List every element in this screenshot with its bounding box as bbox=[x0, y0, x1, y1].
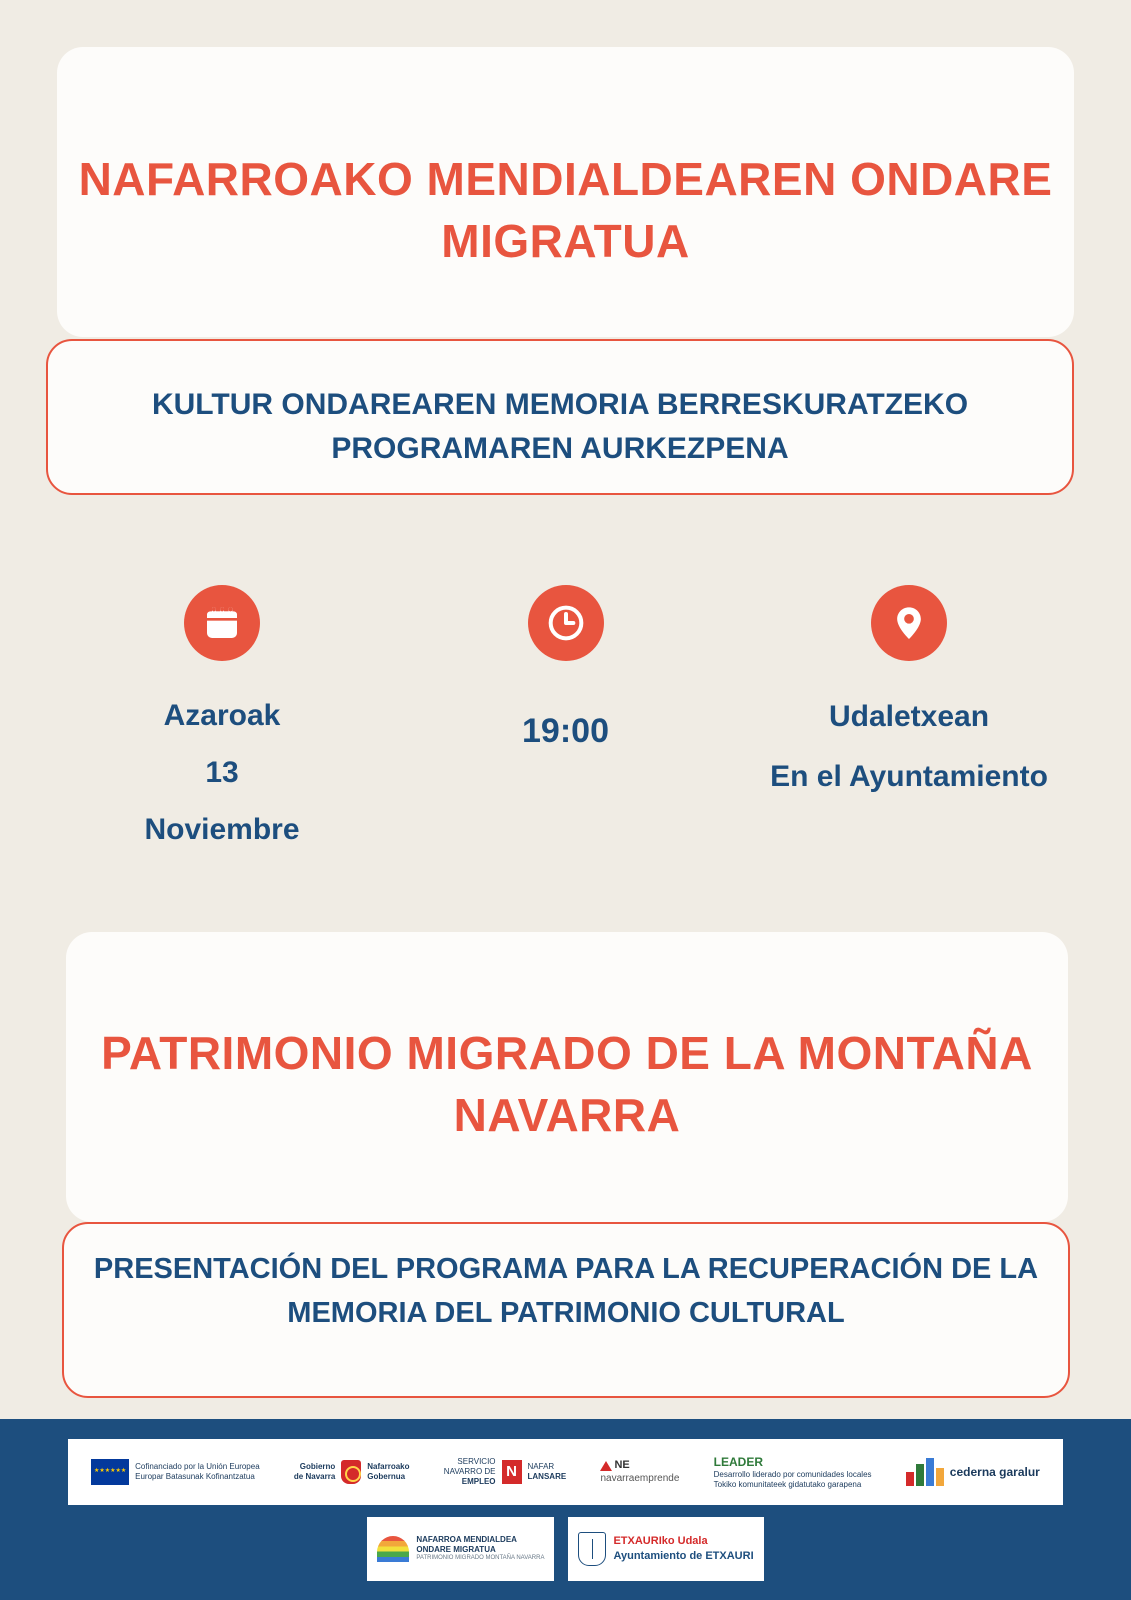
eu-logo-line2: Europar Batasunak Kofinantzatua bbox=[135, 1472, 255, 1481]
event-time-value: 19:00 bbox=[522, 712, 609, 750]
calendar-icon bbox=[184, 585, 260, 661]
eu-flag-icon: ★★★★★★ bbox=[91, 1459, 129, 1485]
logo-european-union bbox=[91, 1459, 260, 1485]
location-pin-icon bbox=[871, 585, 947, 661]
page-subtitle-basque: KULTUR ONDAREAREN MEMORIA BERRESKURATZEKO PROGRAMAREN AURKEZPENA bbox=[151, 388, 969, 465]
cederna-bars-icon bbox=[906, 1458, 944, 1486]
event-date-line3: Noviembre bbox=[144, 813, 300, 846]
etx-line2: Ayuntamiento de ETXAURI bbox=[613, 1550, 754, 1562]
leader-line1: LEADER bbox=[713, 1454, 763, 1469]
gn-line3: Nafarroako bbox=[367, 1462, 410, 1471]
etx-line1: ETXAURIko Udala bbox=[613, 1535, 708, 1548]
event-time-block bbox=[401, 585, 731, 764]
etxauri-coat-of-arms-icon bbox=[578, 1532, 606, 1566]
event-place-block bbox=[744, 585, 1074, 807]
nafar-lansare-n-icon: N bbox=[502, 1460, 522, 1484]
sne-line5: LANSARE bbox=[527, 1472, 567, 1481]
logo-gobierno-de-navarra bbox=[294, 1460, 410, 1484]
rainbow-arc-icon bbox=[377, 1536, 409, 1562]
bottom-logo-row bbox=[0, 1517, 1131, 1581]
navarra-shield-icon bbox=[341, 1460, 361, 1484]
logo-nafarroa-mendialdea bbox=[367, 1517, 554, 1581]
page-title-spanish: PATRIMONIO MIGRADO DE LA MONTAÑA NAVARRA bbox=[101, 1027, 1033, 1142]
eu-logo-line1: Cofinanciado por la Unión Europea bbox=[135, 1462, 260, 1471]
leader-line3: Tokiko komunitateek gidatutako garapena bbox=[713, 1479, 862, 1489]
logo-etxauriko-udala bbox=[568, 1517, 763, 1581]
logo-cederna-garalur bbox=[906, 1458, 1040, 1486]
event-date-line1: Azaroak bbox=[163, 699, 281, 732]
clock-icon bbox=[528, 585, 604, 661]
sne-line4: NAFAR bbox=[527, 1462, 555, 1471]
ane-line2: navarraemprende bbox=[600, 1472, 680, 1484]
footer bbox=[0, 1419, 1131, 1600]
page-title-basque: NAFARROAKO MENDIALDEAREN ONDARE MIGRATUA bbox=[78, 153, 1053, 268]
logo-servicio-navarro-de-empleo bbox=[444, 1457, 566, 1487]
sne-line1: SERVICIO bbox=[457, 1457, 496, 1466]
event-info-row bbox=[57, 585, 1074, 858]
nm-line1: NAFARROA MENDIALDEA bbox=[416, 1534, 517, 1544]
cederna-line1: cederna garalur bbox=[949, 1464, 1040, 1479]
event-place-line2: En el Ayuntamiento bbox=[770, 760, 1048, 793]
nm-line2: ONDARE MIGRATUA bbox=[416, 1545, 496, 1555]
logo-navarra-emprende bbox=[600, 1459, 679, 1485]
ane-line1: NE bbox=[614, 1458, 630, 1471]
gn-line1: Gobierno bbox=[299, 1462, 336, 1471]
logo-leader bbox=[714, 1455, 872, 1490]
sne-line3: EMPLEO bbox=[461, 1477, 496, 1486]
gn-line2: de Navarra bbox=[293, 1472, 336, 1481]
ane-mark-icon bbox=[600, 1459, 679, 1473]
leader-line2: Desarrollo liderado por comunidades locales bbox=[713, 1469, 872, 1479]
sponsor-logo-strip bbox=[68, 1439, 1063, 1505]
event-date-block bbox=[57, 585, 387, 858]
event-date-line2: 13 bbox=[205, 756, 239, 789]
sne-line2: NAVARRO DE bbox=[443, 1467, 496, 1476]
nm-line3: PATRIMONIO MIGRADO MONTAÑA NAVARRA bbox=[416, 1555, 545, 1562]
gn-line4: Gobernua bbox=[367, 1472, 406, 1481]
event-place-line1: Udaletxean bbox=[828, 700, 990, 733]
page-subtitle-spanish: PRESENTACIÓN DEL PROGRAMA PARA LA RECUPERACIÓN DE LA MEMORIA DEL PATRIMONIO CULTURAL bbox=[93, 1253, 1039, 1329]
